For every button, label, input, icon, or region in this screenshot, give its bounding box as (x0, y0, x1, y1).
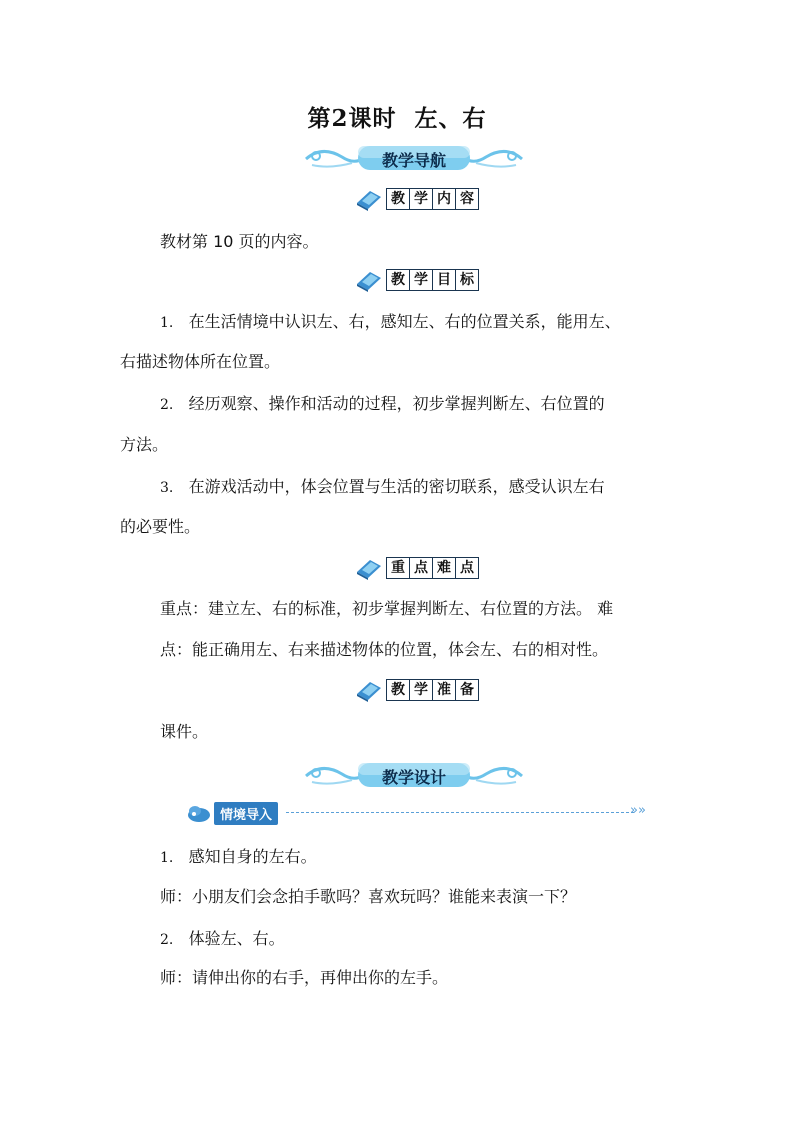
label-teaching-goals (354, 268, 479, 292)
label-char: 点 (456, 558, 478, 578)
label-key-points (354, 556, 479, 580)
book-icon (354, 268, 384, 292)
label-char: 学 (410, 270, 433, 290)
label-char: 准 (433, 680, 456, 700)
goal-1-line-1 (160, 311, 621, 334)
step-2 (160, 928, 285, 951)
label-char: 点 (410, 558, 433, 578)
section-divider (286, 812, 634, 813)
goal-3-line-1 (160, 476, 605, 499)
label-char: 教 (387, 270, 410, 290)
step-text: 体验左、右。 (188, 929, 285, 948)
goal-number: 2. (160, 397, 174, 413)
double-chevron-right-icon: »» (630, 803, 646, 818)
label-char: 备 (456, 680, 478, 700)
teacher-line-1: 师：小朋友们会念拍手歌吗？喜欢玩吗？谁能来表演一下？ (160, 887, 577, 906)
title-prefix: 第 (307, 105, 332, 132)
label-char: 教 (387, 680, 410, 700)
cloud-icon (186, 803, 212, 823)
book-icon (354, 678, 384, 702)
section-tag-label: 情境导入 (214, 802, 278, 825)
page-title (0, 100, 794, 133)
goal-text: 经历观察、操作和活动的过程，初步掌握判断左、右位置的 (188, 394, 605, 413)
keypoints-line-2: 点：能正确用左、右来描述物体的位置，体会左、右的相对性。 (160, 640, 609, 659)
keypoints-line-1: 重点：建立左、右的标准，初步掌握判断左、右位置的方法。 难 (160, 599, 614, 618)
lesson-topic: 左、右 (414, 105, 487, 132)
teacher-line-2: 师：请伸出你的右手，再伸出你的左手。 (160, 968, 449, 987)
label-char: 内 (433, 189, 456, 209)
banner-label: 教学设计 (381, 768, 446, 787)
label-char: 学 (410, 189, 433, 209)
goal-3-line-2: 的必要性。 (120, 517, 201, 536)
section-tag (186, 801, 278, 825)
goal-number: 1. (160, 315, 174, 331)
step-text: 感知自身的左右。 (188, 847, 317, 866)
goal-text: 在生活情境中认识左、右，感知左、右的位置关系，能用左、 (188, 312, 621, 331)
step-number: 1. (160, 850, 174, 866)
label-char: 标 (456, 270, 478, 290)
label-char: 容 (456, 189, 478, 209)
book-icon (354, 187, 384, 211)
goal-1-line-2: 右描述物体所在位置。 (120, 352, 281, 371)
banner-teaching-guide (302, 143, 526, 173)
lesson-number: 2 (331, 105, 349, 132)
label-char: 目 (433, 270, 456, 290)
step-1 (160, 846, 317, 869)
label-teaching-content (354, 187, 479, 211)
prep-text: 课件。 (160, 722, 209, 741)
banner-label: 教学导航 (381, 151, 446, 170)
label-char: 重 (387, 558, 410, 578)
goal-2-line-2: 方法。 (120, 435, 169, 454)
step-number: 2. (160, 932, 174, 948)
label-teaching-prep (354, 678, 479, 702)
label-char: 教 (387, 189, 410, 209)
label-char: 难 (433, 558, 456, 578)
title-suffix: 课时 (348, 105, 397, 132)
book-icon (354, 556, 384, 580)
goal-number: 3. (160, 480, 174, 496)
goal-2-line-1 (160, 393, 605, 416)
banner-teaching-design (302, 760, 526, 790)
label-char: 学 (410, 680, 433, 700)
goal-text: 在游戏活动中，体会位置与生活的密切联系，感受认识左右 (188, 477, 605, 496)
content-text: 教材第 10 页的内容。 (160, 232, 319, 251)
